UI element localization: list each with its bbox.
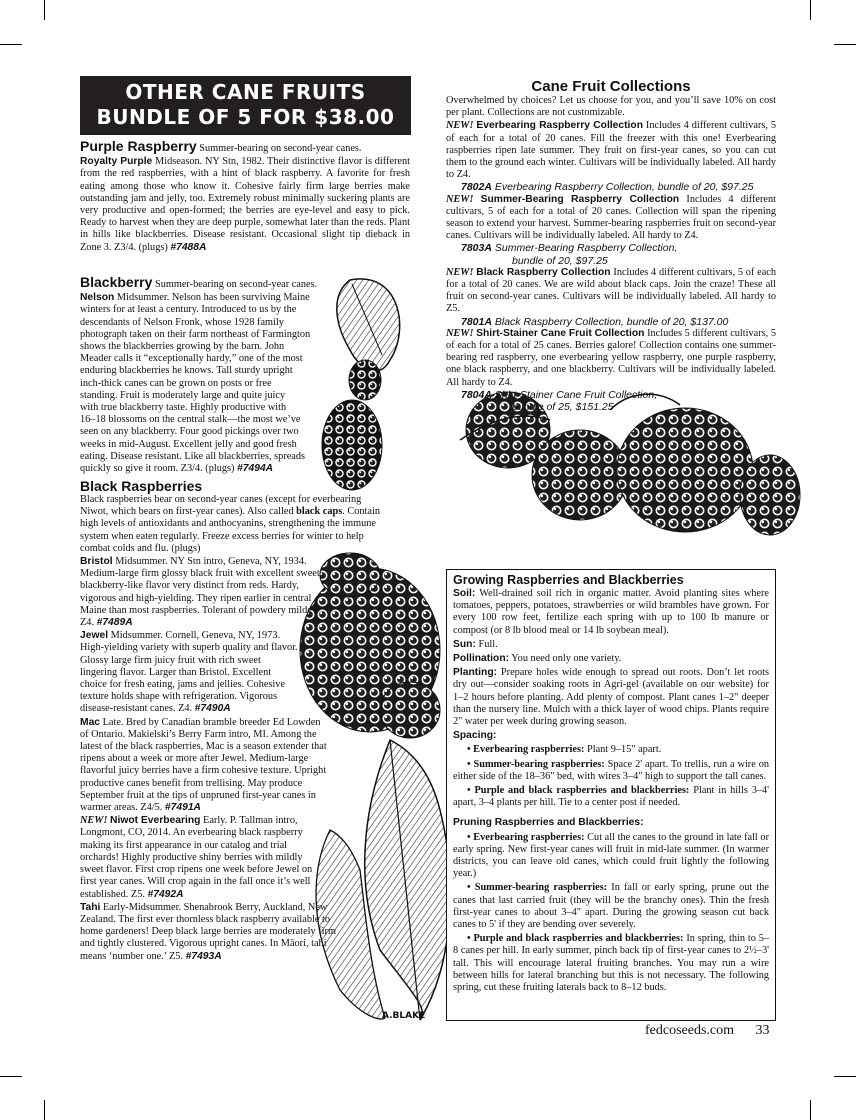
website-link[interactable]: fedcoseeds.com	[645, 1023, 735, 1038]
blackberry-section	[80, 276, 342, 475]
item-code: 7804A	[461, 388, 492, 401]
item-label: • Purple and black raspberries and blackberries:	[467, 785, 690, 797]
variety-description-line: with true blackberry taste. Highly productive with	[80, 402, 287, 414]
item-code: 7801A	[461, 315, 492, 328]
item-text: Plant in hills 3–4' apart, 3–4 plants per hill. Tie to a center post if needed.	[453, 785, 770, 809]
item-text: Plant 9–15" apart.	[587, 744, 662, 756]
item-code: 7803A	[461, 242, 492, 255]
collection-description: Includes 4 different cultivars, 5 of each for a total of 20 canes. We are wild about black caps. Join the craze! These all fruit on second-year canes. Cultivars will be individually labeled. All hardy to Z5.	[446, 266, 777, 315]
crop-mark	[0, 1076, 22, 1077]
pruning-item	[453, 882, 769, 931]
collection-name: Summer-Bearing Raspberry Collection	[480, 193, 680, 205]
crop-mark	[834, 44, 856, 45]
crop-mark	[44, 0, 45, 20]
variety-description-line: inch-thick canes can be grown on posts or free	[80, 377, 272, 389]
spacing-item	[453, 785, 769, 809]
item-label: • Summer-bearing raspberries:	[467, 882, 608, 894]
new-badge: NEW!	[446, 120, 474, 132]
section-intro-bold: black caps	[296, 506, 343, 518]
variety-name: Bristol	[80, 556, 113, 568]
item-text: In spring, thin to 5–8 canes per hill. In early summer, pinch back tip of first-year canes to 2½–3' tall. This will encourage lateral fruiting branches. You may run a wire between hills for lateral branching but this is not necessary. The following spring, cut these fruiting laterals back to 8–12 buds.	[453, 933, 770, 994]
paragraph-label: Pollination:	[453, 653, 510, 665]
variety-description-line: seen on any blackberry. Four good pickings over two	[80, 426, 299, 438]
item-label: • Purple and black raspberries and blackberries:	[467, 933, 684, 945]
crop-mark	[810, 0, 811, 20]
spacing-item	[453, 744, 769, 756]
artist-signature: A.BLAKE	[382, 1011, 426, 1021]
item-code: #7493A	[185, 950, 222, 962]
item-code: #7494A	[237, 463, 274, 475]
spacing-item	[453, 759, 769, 783]
variety-description-line: weeks in mid-August. Excellent jelly and good fresh	[80, 438, 297, 450]
variety-description: Early-Midsummer. Shenabrook Berry, Auckland, New Zealand. The first ever thornless black raspberry available to home gardeners! Deep black large berries are moderately firm and tightly clustered. Vigorous upright canes. In Māori, tahi means ‘number one.’ Z5.	[80, 901, 336, 962]
item-label: • Everbearing raspberries:	[467, 744, 585, 756]
order-line: bundle of 25, $151.25	[512, 401, 614, 414]
order-line: Summer-Bearing Raspberry Collection,	[494, 242, 678, 255]
section-banner	[80, 76, 411, 135]
variety-entry	[80, 556, 330, 629]
section-heading: Black Raspberries	[80, 478, 203, 494]
collections-section	[446, 78, 776, 413]
variety-description: Midsummer. NY Stn intro, Geneva, NY, 1934. Medium-large firm glossy black fruit with excellent sweet blackberry-like flavor very distinct from reds. Hardy, vigorous and high-yielding. They ripen earlier in central Maine than most raspberries. Tolerant of powdery mildew. Z4.	[80, 556, 322, 629]
item-code: 7802A	[461, 181, 492, 194]
new-badge: NEW!	[446, 327, 474, 339]
item-text: In fall or early spring, prune out the canes that last carried fruit (they will be the branchy ones). Thin the fresh first-year canes to about 3–4" apart. During the growing season cut back canes to 5' if they are bending over severely.	[453, 882, 770, 931]
sun-paragraph	[453, 639, 769, 651]
variety-description-line: eating. Disease resistant. Like all blackberries, spreads	[80, 450, 306, 462]
new-badge: NEW!	[80, 815, 108, 827]
page-number: 33	[755, 1023, 770, 1038]
collection-name: Everbearing Raspberry Collection	[476, 120, 643, 132]
growing-guide-box	[446, 569, 776, 1021]
variety-name: Tahi	[80, 901, 101, 913]
variety-description: Early. P. Tallman intro, Longmont, CO, 2014. An everbearing black raspberry making its first appearance in our catalog and trial orchards! Highly productive shiny berries with mildly sweet flavor. First crop ripens one week before Jewel on first year canes. Will crop again in the fall once it’s well established. Z5.	[80, 815, 313, 900]
soil-paragraph	[453, 588, 769, 637]
variety-name: Nelson	[80, 292, 115, 304]
paragraph-text: Well-drained soil rich in organic matter. Avoid planting sites where tomatoes, peppers, potatoes, strawberries or wild brambles have grown. For every 100 row feet, fertilize each spring with up to 100 lb manure or compost (or 8 lb blood meal or 14 lb soybean meal).	[453, 588, 769, 636]
pollination-paragraph	[453, 653, 769, 665]
item-text: Cut all the canes to the ground in late fall or early spring. New first-year canes will fruit in mid-late summer. (In warmer districts, you can leave old canes, which could fruit lightly the following year.)	[453, 831, 769, 880]
section-intro: Black raspberries bear on second-year canes (except for everbearing Niwot, which bears on first-year canes). Also called	[80, 494, 362, 518]
crop-mark	[810, 1100, 811, 1120]
order-line: bundle of 20, $97.25	[512, 254, 608, 267]
pruning-item	[453, 933, 769, 994]
item-code: #7490A	[194, 703, 231, 715]
collection-name: Black Raspberry Collection	[476, 266, 611, 278]
pruning-item	[453, 832, 769, 881]
purple-raspberry-section	[80, 140, 410, 254]
new-badge: NEW!	[446, 193, 474, 205]
section-subtitle: Summer-bearing on second-year canes.	[154, 279, 318, 290]
order-line: Shirt-Stainer Cane Fruit Collection,	[494, 388, 658, 401]
variety-name: Royalty Purple	[80, 156, 153, 168]
order-line: Black Raspberry Collection, bundle of 20, $137.00	[494, 315, 729, 328]
variety-description-line: Midsummer. Nelson has been surviving Maine	[116, 292, 310, 304]
item-code: #7489A	[96, 617, 133, 629]
order-line: Everbearing Raspberry Collection, bundle of 20, $97.25	[494, 181, 754, 194]
variety-description-line: shows the blackberries growing by the barn. John	[80, 341, 285, 353]
paragraph-label: Sun:	[453, 638, 476, 650]
section-heading: Purple Raspberry	[80, 138, 197, 154]
collection-description: Includes 4 different cultivars, 5 of each for a total of 20 canes. Fill the freezer with this one! Everbearing raspberries ripen late summer. They fruit on first-year canes, so you can cut them to the ground each winter. Cultivars will be individually labeled. All hardy to Z4.	[446, 120, 777, 181]
section-heading: Cane Fruit Collections	[531, 78, 691, 95]
collection-entry	[446, 267, 776, 328]
item-label: • Everbearing raspberries:	[467, 831, 585, 843]
variety-entry	[80, 902, 352, 963]
variety-description-line: photograph taken on their farm northeast of Farmington	[80, 328, 311, 340]
collection-entry	[446, 328, 776, 413]
variety-description-line: standing. Fruit is moderately large and quite juicy	[80, 389, 286, 401]
variety-name: Niwot Everbearing	[110, 815, 201, 827]
variety-entry	[80, 717, 328, 815]
paragraph-text: Full.	[478, 638, 498, 650]
variety-description-line: 16–18 blossoms on the central stalk—the most we’ve	[80, 414, 301, 426]
pruning-heading: Pruning Raspberries and Blackberries:	[453, 817, 644, 829]
item-label: • Summer-bearing raspberries:	[467, 758, 605, 770]
paragraph-text: You need only one variety.	[511, 653, 622, 665]
variety-name: Jewel	[80, 630, 109, 642]
collection-entry	[446, 120, 776, 193]
item-text: Space 2' apart. To trellis, run a wire on either side of the 18–36" bed, with wires 3–4" high to support the tall canes.	[453, 758, 769, 782]
black-raspberries-section	[80, 478, 400, 963]
variety-description-line: Meader calls it “exceptionally hardy,” one of the most	[80, 353, 303, 365]
section-intro: . Contain high levels of antioxidants and anthocyanins, strengthening the immune system when eaten regularly. Freeze excess berries for winter to help combat colds and flu. (plugs)	[80, 506, 380, 554]
collection-entry	[446, 194, 776, 267]
variety-description-line: enduring blackberries he knows. Tall sturdy upright	[80, 365, 293, 377]
collection-description: Includes 5 different cultivars, 5 of each for a total of 25 canes. Berries galore! Collection contains one summer-bearing red raspberry, one everbearing yellow raspberry, one purple raspberry, one black raspberry, and one blackberry. Cultivars will be individually labeled. All hardy to Z4.	[446, 327, 777, 388]
paragraph-label: Planting:	[453, 667, 498, 679]
variety-description-line: winters for at least a century. Introduced to us by the	[80, 304, 297, 316]
section-intro: Overwhelmed by choices? Let us choose for you, and you’ll save 10% on cost per plant. Collections are not customizable.	[446, 95, 776, 119]
collection-name: Shirt-Stainer Cane Fruit Collection	[476, 327, 645, 339]
crop-mark	[44, 1100, 45, 1120]
banner-line: OTHER CANE FRUITS	[125, 80, 366, 104]
planting-paragraph	[453, 667, 769, 728]
paragraph-text: Prepare holes wide enough to spread out roots. Don’t let roots dry out—consider soaking roots in Agri-gel (available on our website) for 1–2 hours before planting. Add plenty of compost. Plant canes 1–2" deeper than the nursery line. Mulch with a thick layer of wood chips. Plants require 2" water per week during growing season.	[453, 667, 769, 728]
crop-mark	[0, 44, 22, 45]
variety-entry	[80, 815, 316, 900]
collection-description: Includes 4 different cultivars, 5 of each for a total of 20 canes. Collection will span the ripening season to extend your harvest. Summer-bearing raspberries fruit on second-year canes. Cultivars will be individually labeled. All hardy to Z4.	[446, 193, 777, 242]
crop-mark	[834, 1076, 856, 1077]
section-subtitle: Summer-bearing on second-year canes.	[199, 143, 362, 154]
variety-description: Late. Bred by Canadian bramble breeder Ed Lowden of Ontario. Makielski’s Berry Farm intro, MI. Among the latest of the black raspberries, Mac is a season extender that ripens about a week or more after Jewel. Medium-large flavorful juicy berries have a firm cohesive texture. Upright productive canes benefit from trellising. May produce September fruit at the tips of unpruned first-year canes in warmer areas. Z4/5.	[80, 716, 327, 814]
paragraph-label: Soil:	[453, 588, 476, 599]
item-code: #7488A	[170, 241, 207, 253]
section-heading: Blackberry	[80, 274, 153, 290]
variety-description: Midseason. NY Stn, 1982. Their distinctive flavor is different from the red raspberries, with a hint of black raspberry. A favorite for fresh eating among those who know it. Cohesive fairly firm large berries make outstanding jam and jelly, too. Extremely robust minimally suckering plants are very productive and open-formed; the berries are eye-level and easy to pick. Ready to harvest when they are deep purple, somewhat later than the reds. Plant in hills like blackberries. Disease resistant. Occasional slight tip dieback in Zone 3. Z3/4. (plugs)	[80, 156, 410, 253]
variety-entry	[80, 630, 298, 715]
banner-line: BUNDLE OF 5 FOR $38.00	[96, 105, 395, 129]
box-heading: Growing Raspberries and Blackberries	[453, 573, 684, 587]
variety-description-line: quickly so give it room. Z3/4. (plugs)	[80, 463, 235, 475]
variety-description-line: descendants of Nelson Fronk, whose 1928 family	[80, 316, 284, 328]
page-footer	[645, 1023, 770, 1039]
item-code: #7491A	[164, 802, 201, 814]
new-badge: NEW!	[446, 266, 474, 278]
item-code: #7492A	[147, 888, 184, 900]
spacing-label: Spacing:	[453, 730, 497, 742]
variety-description: Midsummer. Cornell, Geneva, NY, 1973. High-yielding variety with superb quality and flavor. Glossy large firm juicy fruit with rich sweet lingering flavor. Larger than Bristol. Excellent choice for fresh eating, jams and jellies. Cohesive texture holds shape with refrigeration. Vigorous disease-resistant canes. Z4.	[80, 630, 298, 715]
variety-name: Mac	[80, 716, 101, 728]
